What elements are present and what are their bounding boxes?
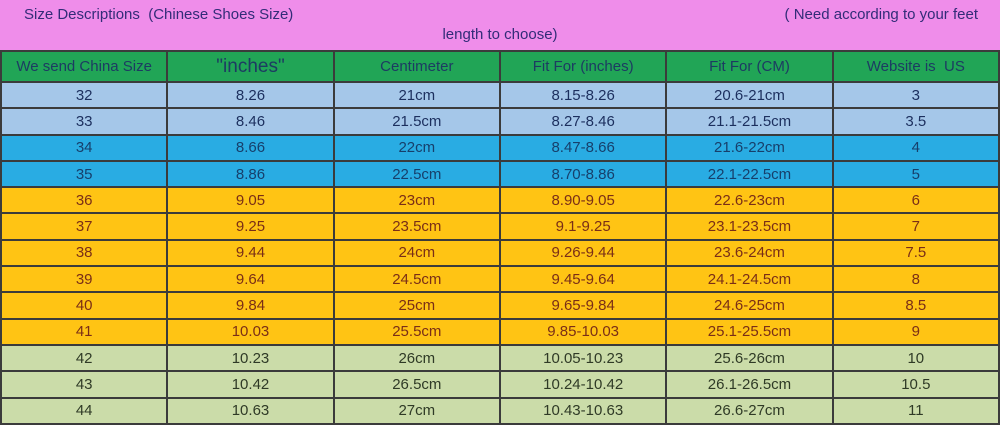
table-row (1, 82, 999, 108)
table-cell: 42 (1, 345, 167, 371)
table-cell: 35 (1, 161, 167, 187)
table-cell: 21cm (334, 82, 500, 108)
column-header-china-size: We send China Size (1, 51, 167, 82)
column-header-fit-cm: Fit For (CM) (666, 51, 832, 82)
table-row (1, 292, 999, 318)
table-row (1, 135, 999, 161)
column-header-website-us: Website is US (833, 51, 999, 82)
table-cell: 32 (1, 82, 167, 108)
table-cell: 25cm (334, 292, 500, 318)
table-cell: 44 (1, 398, 167, 424)
table-row (1, 213, 999, 239)
banner-line2 (0, 23, 1000, 43)
table-cell: 8.27-8.46 (500, 108, 666, 134)
banner-subtitle: length to choose) (442, 26, 558, 43)
table-cell: 21.1-21.5cm (666, 108, 832, 134)
table-cell: 26.5cm (334, 371, 500, 397)
table-row (1, 371, 999, 397)
table-cell: 24cm (334, 240, 500, 266)
table-cell: 9.85-10.03 (500, 319, 666, 345)
table-cell: 24.5cm (334, 266, 500, 292)
table-cell: 23.5cm (334, 213, 500, 239)
header-row (1, 51, 999, 82)
table-row (1, 108, 999, 134)
table-cell: 8.66 (167, 135, 333, 161)
table-cell: 8.90-9.05 (500, 187, 666, 213)
table-cell: 25.1-25.5cm (666, 319, 832, 345)
table-cell: 23.1-23.5cm (666, 213, 832, 239)
table-cell: 9.84 (167, 292, 333, 318)
table-cell: 41 (1, 319, 167, 345)
table-cell: 8.86 (167, 161, 333, 187)
table-row (1, 319, 999, 345)
table-cell: 37 (1, 213, 167, 239)
table-cell: 26.1-26.5cm (666, 371, 832, 397)
table-cell: 34 (1, 135, 167, 161)
table-cell: 6 (833, 187, 999, 213)
table-cell: 3 (833, 82, 999, 108)
column-header-centimeter: Centimeter (334, 51, 500, 82)
banner-line1 (0, 0, 1000, 23)
table-cell: 21.6-22cm (666, 135, 832, 161)
table-cell: 22cm (334, 135, 500, 161)
table-cell: 24.6-25cm (666, 292, 832, 318)
table-cell: 7.5 (833, 240, 999, 266)
table-cell: 43 (1, 371, 167, 397)
table-cell: 10.03 (167, 319, 333, 345)
table-cell: 9.1-9.25 (500, 213, 666, 239)
table-cell: 9.65-9.84 (500, 292, 666, 318)
table-cell: 8.46 (167, 108, 333, 134)
table-cell: 10.24-10.42 (500, 371, 666, 397)
table-cell: 9.26-9.44 (500, 240, 666, 266)
table-row (1, 398, 999, 424)
banner-note: ( Need according to your feet (784, 6, 978, 23)
size-table-header (1, 51, 999, 82)
table-cell: 33 (1, 108, 167, 134)
table-row (1, 187, 999, 213)
table-row (1, 266, 999, 292)
table-cell: 10.43-10.63 (500, 398, 666, 424)
size-table-body (1, 82, 999, 424)
table-row (1, 240, 999, 266)
table-cell: 9.44 (167, 240, 333, 266)
table-cell: 8.5 (833, 292, 999, 318)
table-cell: 36 (1, 187, 167, 213)
table-cell: 4 (833, 135, 999, 161)
table-cell: 26cm (334, 345, 500, 371)
table-cell: 10.63 (167, 398, 333, 424)
table-cell: 10.5 (833, 371, 999, 397)
column-header-inches: "inches" (167, 51, 333, 82)
table-cell: 22.6-23cm (666, 187, 832, 213)
table-cell: 23cm (334, 187, 500, 213)
table-cell: 9.05 (167, 187, 333, 213)
table-cell: 10.23 (167, 345, 333, 371)
size-table (0, 50, 1000, 425)
table-cell: 40 (1, 292, 167, 318)
table-cell: 38 (1, 240, 167, 266)
table-cell: 23.6-24cm (666, 240, 832, 266)
table-cell: 3.5 (833, 108, 999, 134)
table-cell: 9 (833, 319, 999, 345)
table-cell: 9.25 (167, 213, 333, 239)
table-cell: 22.1-22.5cm (666, 161, 832, 187)
table-cell: 22.5cm (334, 161, 500, 187)
table-cell: 39 (1, 266, 167, 292)
table-cell: 8.47-8.66 (500, 135, 666, 161)
table-cell: 10 (833, 345, 999, 371)
table-cell: 9.64 (167, 266, 333, 292)
table-cell: 25.6-26cm (666, 345, 832, 371)
table-cell: 5 (833, 161, 999, 187)
column-header-fit-inches: Fit For (inches) (500, 51, 666, 82)
table-cell: 8 (833, 266, 999, 292)
table-cell: 20.6-21cm (666, 82, 832, 108)
table-cell: 21.5cm (334, 108, 500, 134)
table-cell: 27cm (334, 398, 500, 424)
table-cell: 7 (833, 213, 999, 239)
table-cell: 8.15-8.26 (500, 82, 666, 108)
table-cell: 8.26 (167, 82, 333, 108)
table-cell: 10.05-10.23 (500, 345, 666, 371)
table-cell: 25.5cm (334, 319, 500, 345)
table-cell: 8.70-8.86 (500, 161, 666, 187)
size-chart-banner (0, 0, 1000, 50)
table-cell: 24.1-24.5cm (666, 266, 832, 292)
table-cell: 11 (833, 398, 999, 424)
table-cell: 10.42 (167, 371, 333, 397)
table-row (1, 345, 999, 371)
table-cell: 26.6-27cm (666, 398, 832, 424)
table-cell: 9.45-9.64 (500, 266, 666, 292)
banner-title: Size Descriptions (Chinese Shoes Size) (24, 6, 294, 23)
table-row (1, 161, 999, 187)
